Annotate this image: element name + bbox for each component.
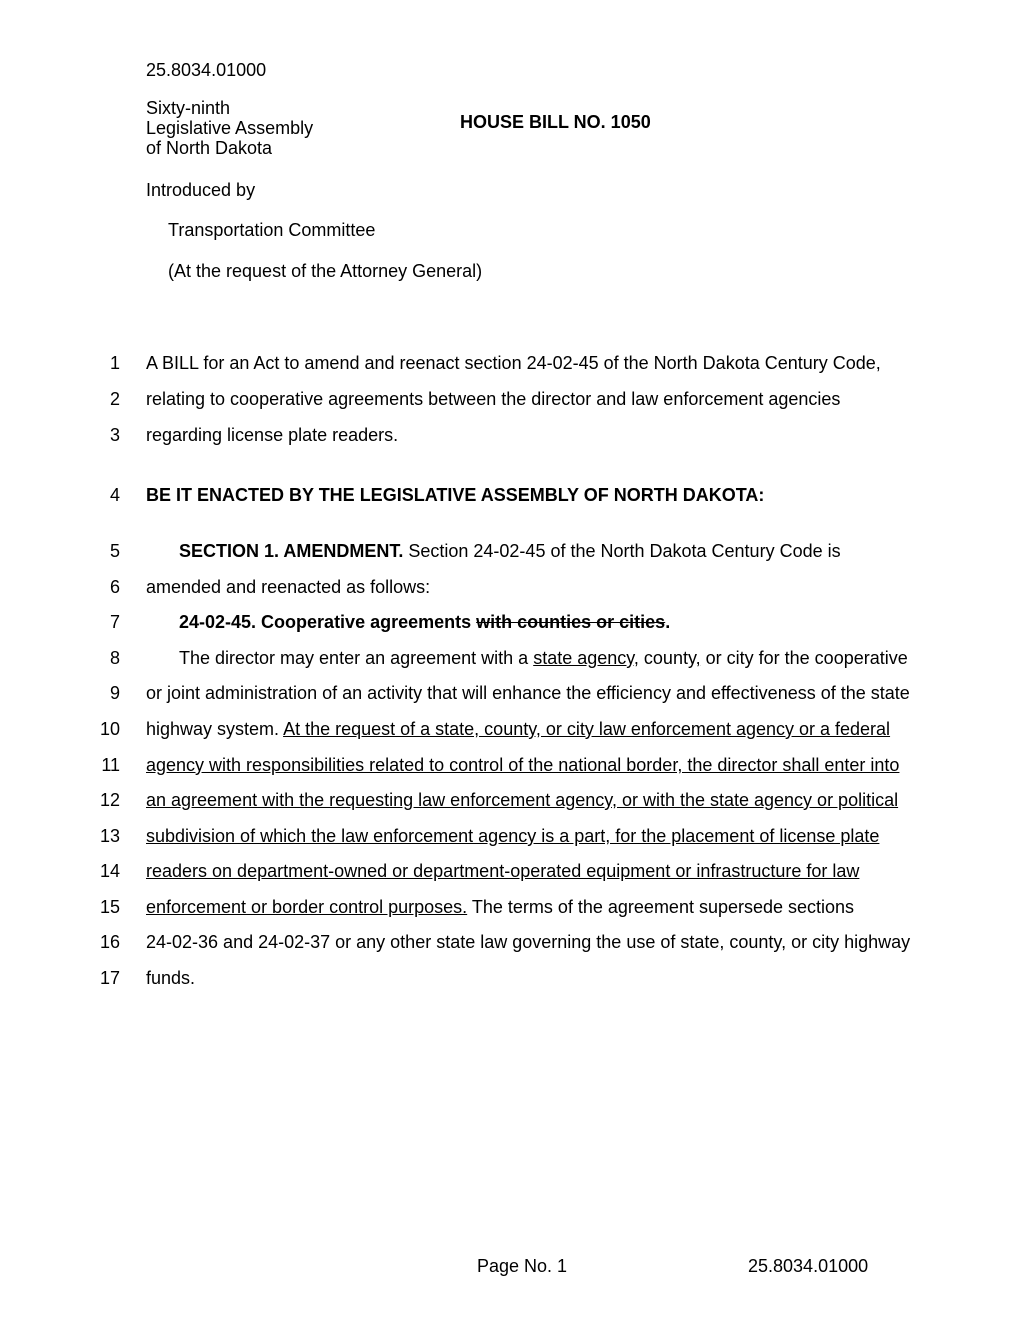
assembly-block: [146, 98, 313, 158]
inserted-text: At the request of a state, county, or city law enforcement agency or a federal: [283, 719, 891, 739]
bill-line: [146, 860, 859, 882]
line-number: 1: [109, 353, 120, 373]
page-number: Page No. 1: [477, 1256, 568, 1276]
enacting-clause: BE IT ENACTED BY THE LEGISLATIVE ASSEMBLY OF NORTH DAKOTA:: [146, 485, 765, 505]
line-number: 5: [109, 541, 120, 561]
line-number: 8: [109, 648, 120, 668]
assembly-line-2: Legislative Assembly: [146, 118, 314, 138]
bill-line: 24-02-36 and 24-02-37 or any other state law governing the use of state, county, or city highway: [146, 932, 911, 952]
struck-text: with counties or cities: [476, 612, 666, 632]
line-number: 6: [109, 577, 120, 597]
assembly-line-1: Sixty-ninth: [146, 98, 231, 118]
introduced-by: Introduced by: [146, 180, 256, 200]
bill-line: amended and reenacted as follows:: [146, 577, 431, 597]
line-number: 14: [99, 861, 120, 881]
inserted-text: readers on department-owned or department-operated equipment or infrastructure for law: [146, 861, 860, 881]
line-number: 2: [109, 389, 120, 409]
line-number: 11: [101, 755, 120, 775]
bill-line: [146, 825, 879, 847]
footer-document-number: 25.8034.01000: [748, 1256, 869, 1276]
request-note: (At the request of the Attorney General): [168, 261, 483, 281]
line-number: 4: [109, 485, 120, 505]
bill-line: The director may enter an agreement with a state agency, county, or city for the cooperative: [179, 648, 908, 668]
document-number: 25.8034.01000: [146, 60, 267, 80]
section-heading: SECTION 1. AMENDMENT.: [179, 541, 404, 561]
statute-heading: 24-02-45. Cooperative agreements with counties or cities.: [179, 612, 671, 632]
line-number: 12: [99, 790, 120, 810]
line-number: 15: [99, 897, 120, 917]
inserted-text: an agreement with the requesting law enforcement agency, or with the state agency or political: [146, 790, 899, 810]
line-number: 17: [99, 968, 120, 988]
bill-line: enforcement or border control purposes. The terms of the agreement supersede sections: [146, 897, 855, 917]
bill-line: regarding license plate readers.: [146, 425, 399, 445]
line-number: 13: [99, 826, 120, 846]
bill-line: A BILL for an Act to amend and reenact section 24-02-45 of the North Dakota Century Code,: [146, 353, 881, 373]
bill-line: or joint administration of an activity that will enhance the efficiency and effectiveness of the state: [146, 683, 910, 703]
line-number: 16: [99, 932, 120, 952]
line-number: 10: [99, 719, 120, 739]
line-number: 7: [109, 612, 120, 632]
bill-title: HOUSE BILL NO. 1050: [460, 112, 651, 132]
bill-line: funds.: [146, 968, 196, 988]
bill-line: relating to cooperative agreements between the director and law enforcement agencies: [146, 389, 841, 409]
assembly-line-3: of North Dakota: [146, 138, 273, 158]
inserted-text: state agency,: [533, 648, 639, 668]
inserted-text: subdivision of which the law enforcement agency is a part, for the placement of license plate: [146, 826, 880, 846]
section-heading-line: SECTION 1. AMENDMENT. Section 24-02-45 of the North Dakota Century Code is: [179, 541, 841, 561]
bill-line: highway system. At the request of a state, county, or city law enforcement agency or a federal: [146, 719, 891, 739]
line-number: 9: [109, 683, 120, 703]
inserted-text: enforcement or border control purposes.: [146, 897, 468, 917]
bill-line: [146, 789, 898, 811]
committee-name: Transportation Committee: [168, 220, 376, 240]
inserted-text: ,: [695, 648, 701, 668]
inserted-text: agency with responsibilities related to control of the national border, the director shall enter into: [146, 755, 900, 775]
bill-line: [146, 754, 899, 776]
line-number: 3: [109, 425, 120, 445]
